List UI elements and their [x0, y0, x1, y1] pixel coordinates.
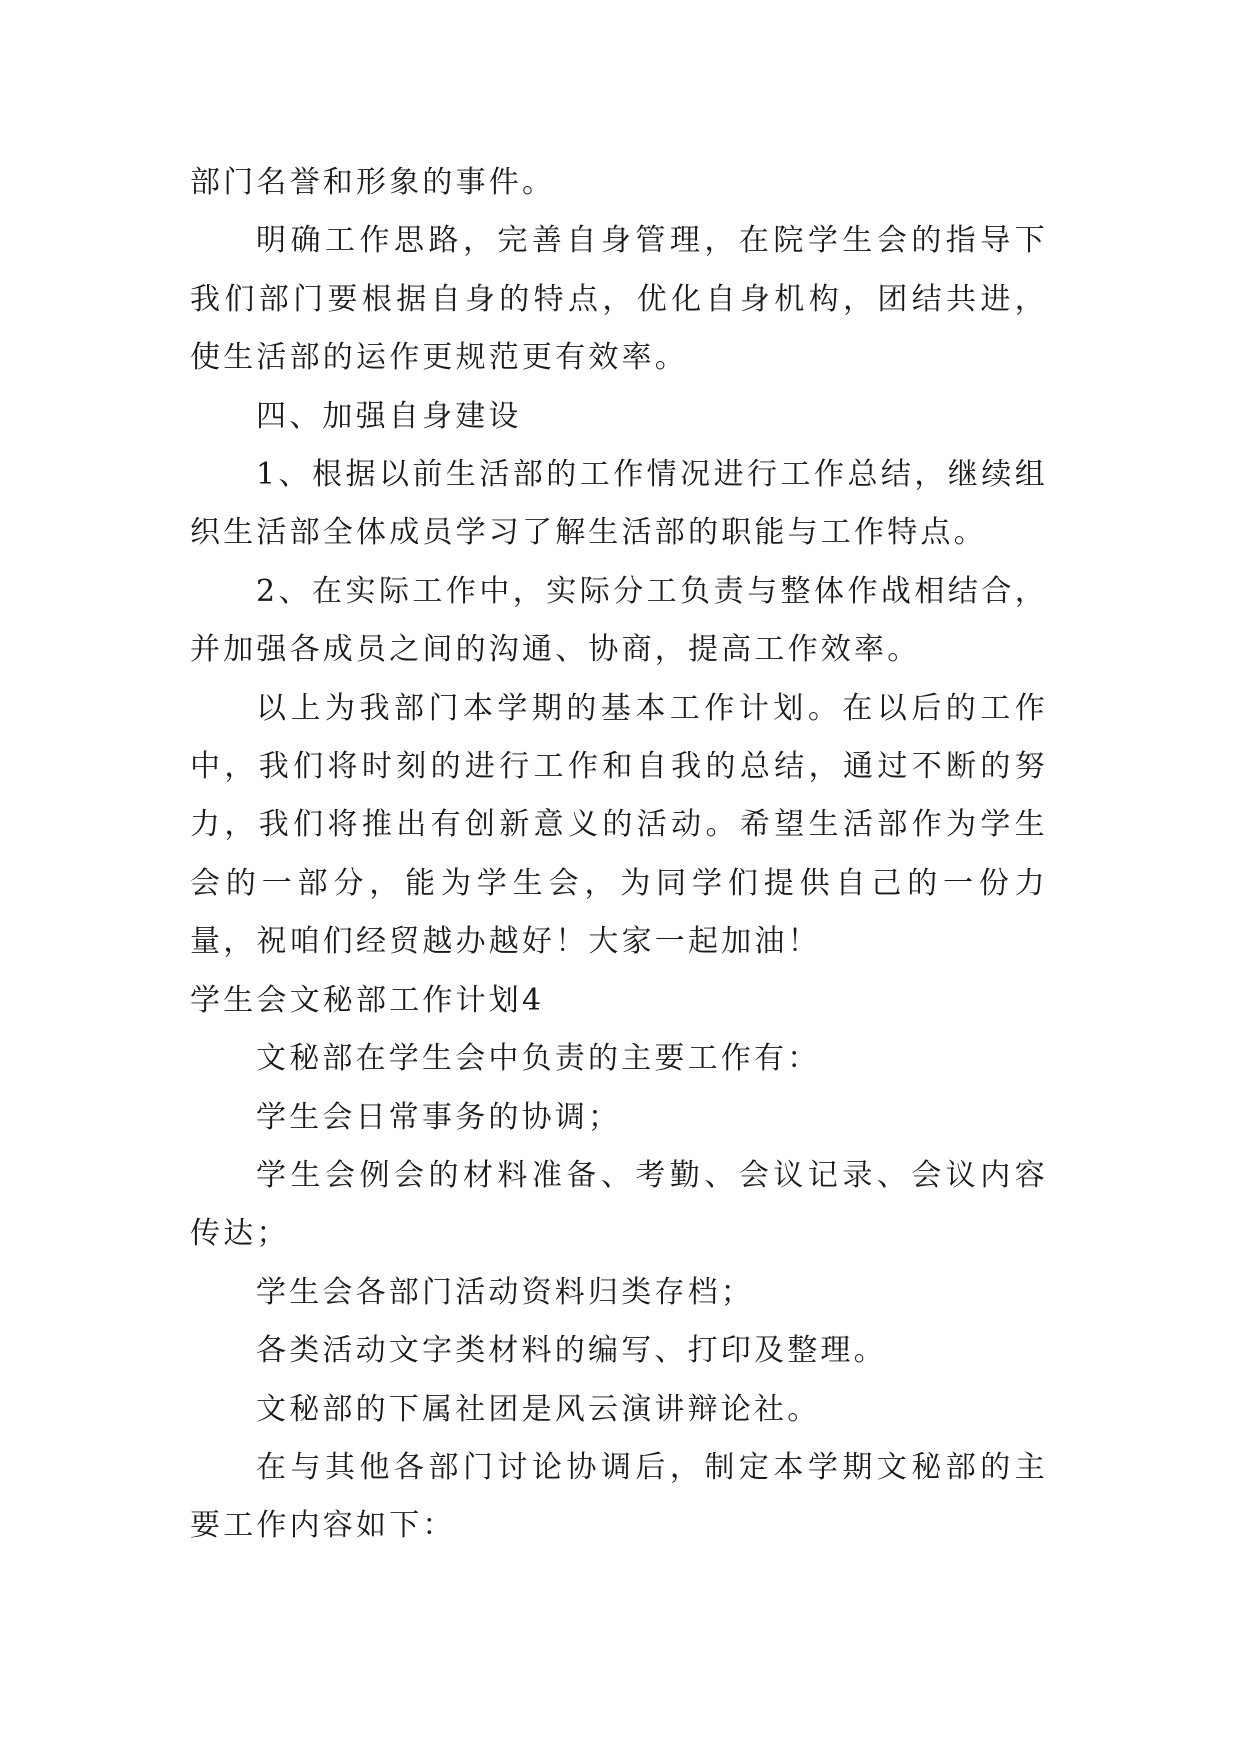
- section-heading: 四、加强自身建设: [256, 398, 522, 434]
- paragraph: 文秘部的下属社团是风云演讲辩论社。: [256, 1391, 821, 1427]
- list-item: 2、在实际工作中，实际分工负责与整体作战相结合，并加强各成员之间的沟通、协商，提高工作效率。: [190, 573, 1048, 668]
- paragraph: 明确工作思路，完善自身管理，在院学生会的指导下我们部门要根据自身的特点，优化自身机构，团结共进，使生活部的运作更规范更有效率。: [190, 223, 1048, 376]
- list-item: 各类活动文字类材料的编写、打印及整理。: [256, 1333, 887, 1369]
- list-item: 学生会各部门活动资料归类存档；: [256, 1274, 754, 1310]
- list-item: 学生会例会的材料准备、考勤、会议记录、会议内容传达；: [190, 1157, 1048, 1252]
- paragraph: 文秘部在学生会中负责的主要工作有：: [256, 1041, 821, 1077]
- paragraph: 部门名誉和形象的事件。: [190, 165, 556, 200]
- paragraph: 以上为我部门本学期的基本工作计划。在以后的工作中，我们将时刻的进行工作和自我的总结，通过不断的努力，我们将推出有创新意义的活动。希望生活部作为学生会的一部分，能为学生会，为同学们提供自己的一份力量，祝咱们经贸越办越好！大家一起加油！: [190, 690, 1048, 960]
- document-body: [190, 154, 1048, 1556]
- paragraph: 在与其他各部门讨论协调后，制定本学期文秘部的主要工作内容如下：: [190, 1449, 1048, 1544]
- document-title: 学生会文秘部工作计划4: [190, 982, 545, 1018]
- list-item: 1、根据以前生活部的工作情况进行工作总结，继续组织生活部全体成员学习了解生活部的职能与工作特点。: [190, 457, 1048, 551]
- list-item: 学生会日常事务的协调；: [256, 1099, 622, 1135]
